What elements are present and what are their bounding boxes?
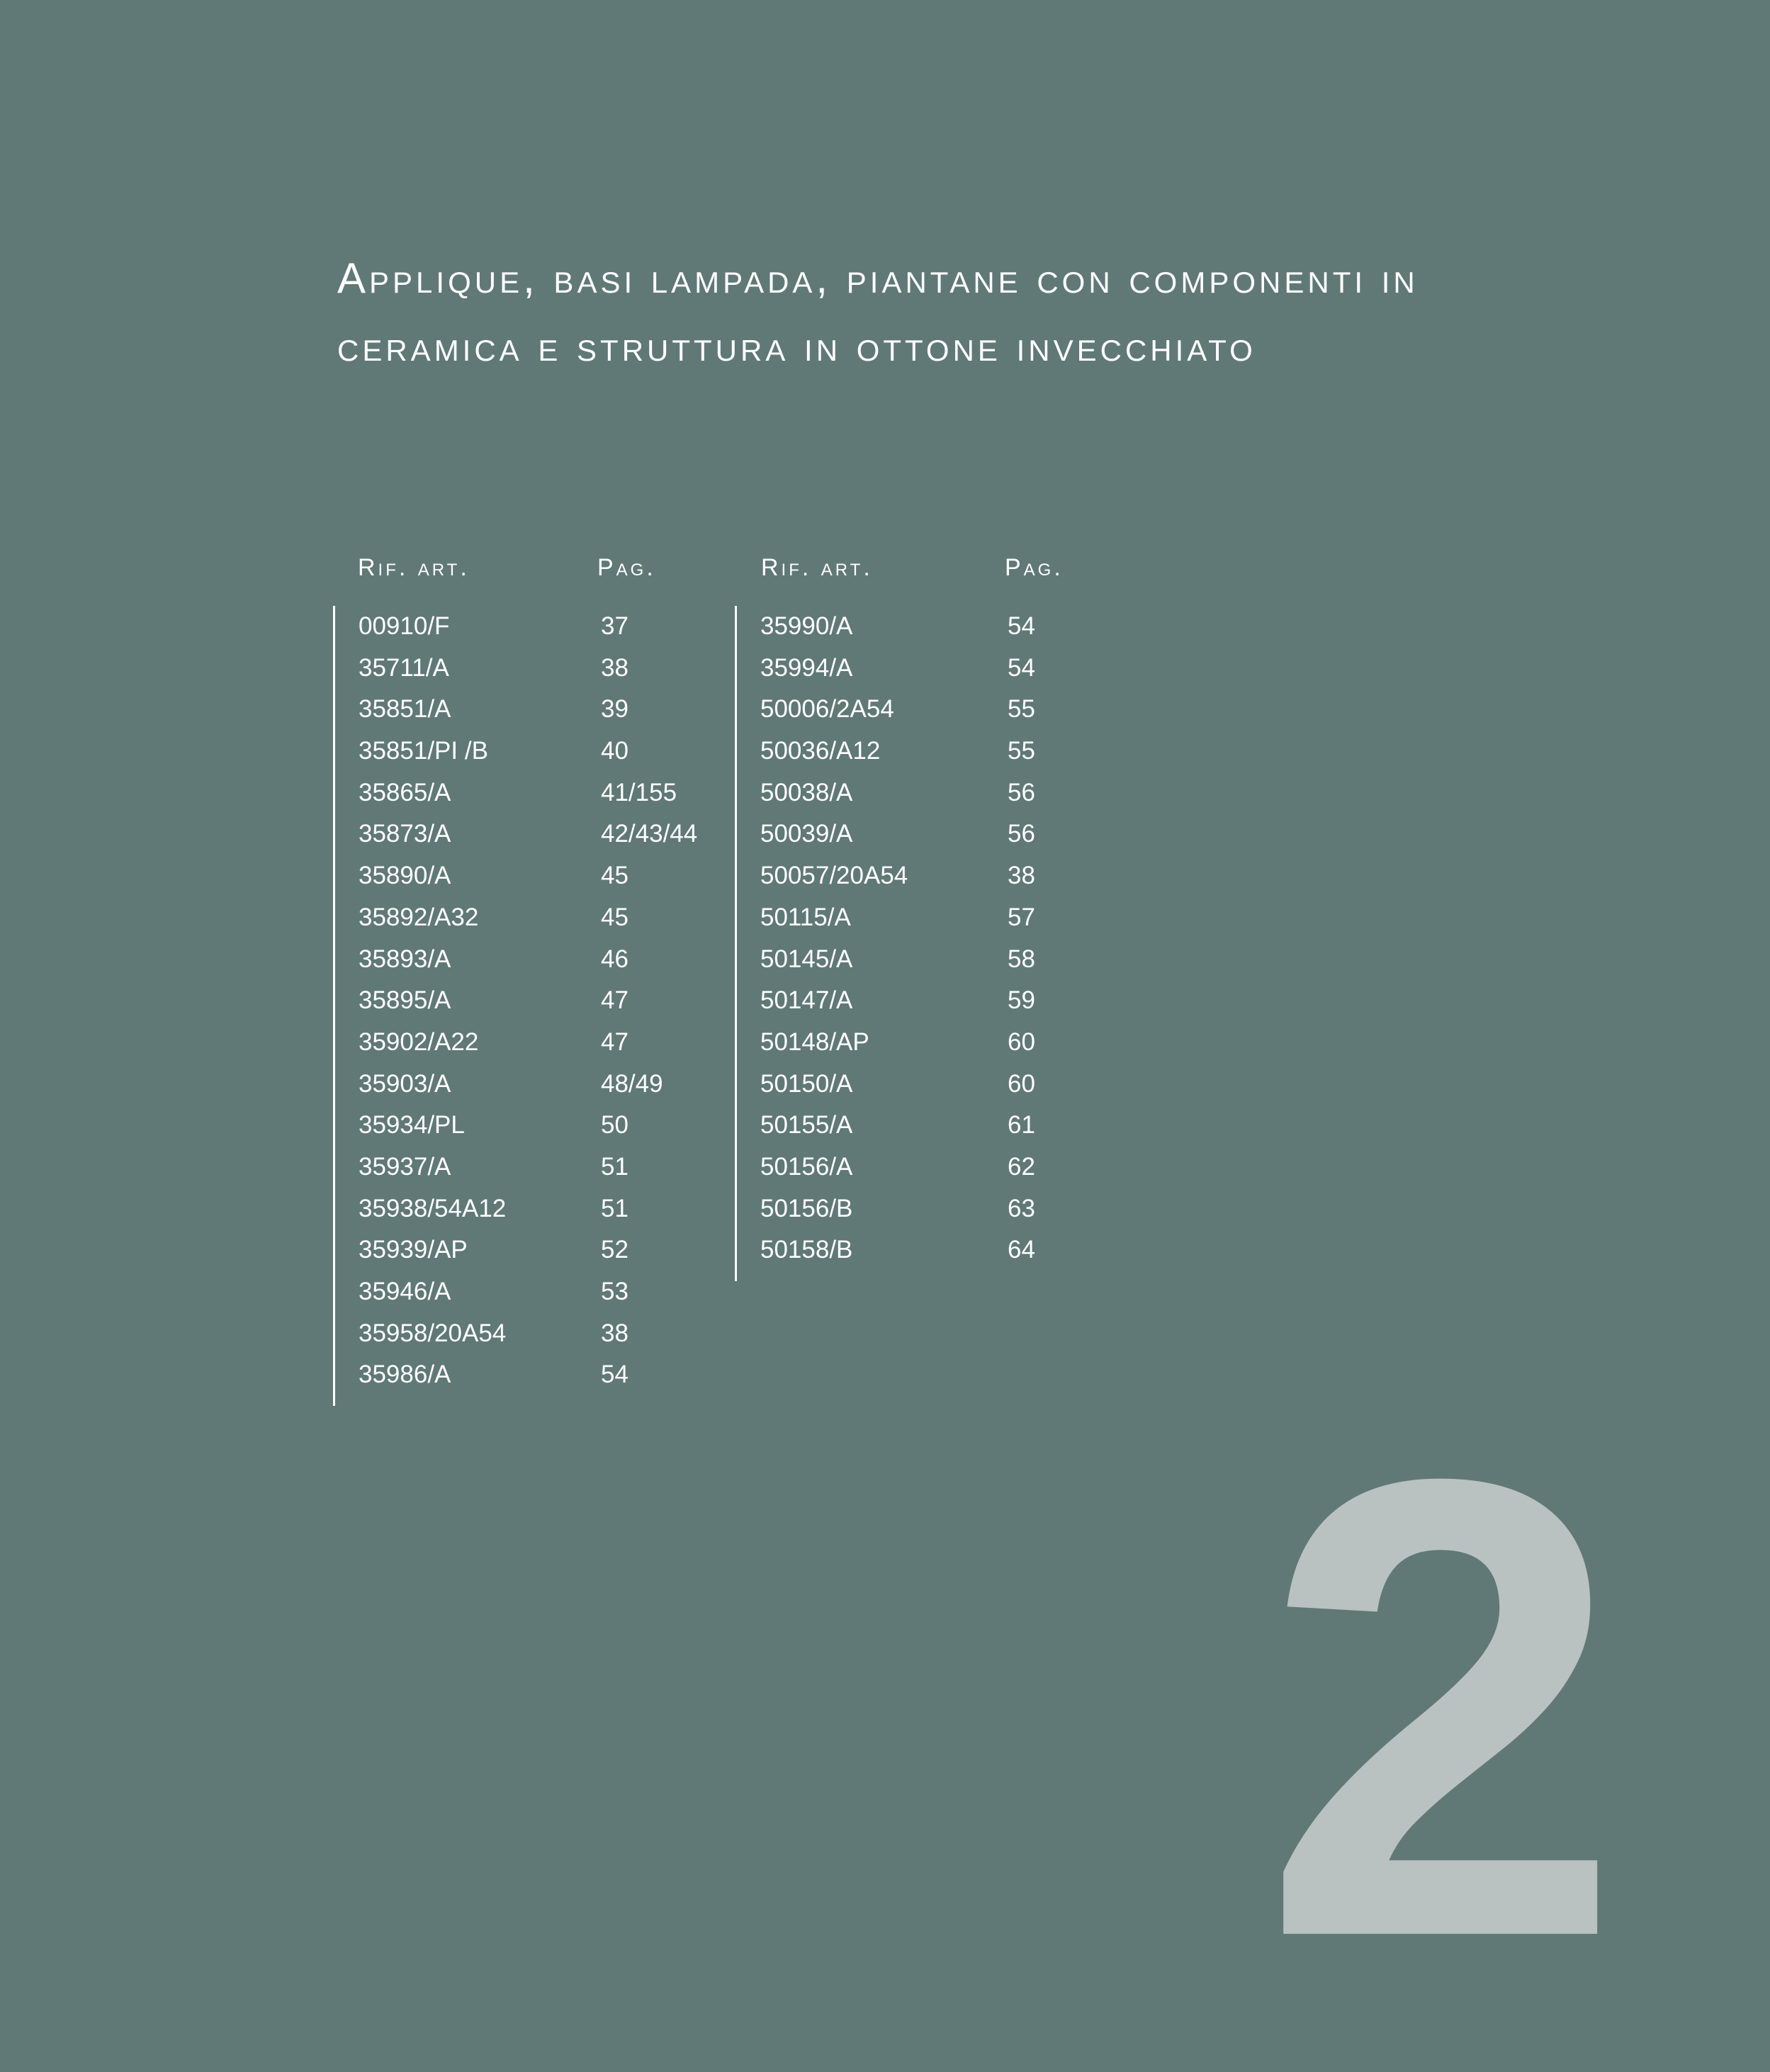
index-rows-left [333,606,732,1406]
column-header-pag: Pag. [597,554,656,581]
article-ref: 50115/A [760,903,851,931]
index-row [737,897,1134,939]
article-ref: 50156/A [760,1152,853,1181]
article-ref: 35893/A [359,945,451,973]
page-ref: 51 [601,1194,628,1222]
article-ref: 50155/A [760,1111,853,1139]
column-header-ref: Rif. art. [761,554,873,581]
index-row [335,855,732,897]
page-ref: 57 [1008,903,1035,931]
article-ref: 35937/A [359,1152,451,1181]
index-row [737,1229,1134,1271]
index-row [737,1064,1134,1105]
article-ref: 50006/2A54 [760,695,894,723]
article-ref: 50147/A [760,986,853,1015]
index-row [737,731,1134,772]
page-ref: 50 [601,1111,628,1139]
page-ref: 54 [601,1361,628,1389]
page-ref: 46 [601,945,628,973]
index-row [335,1188,732,1230]
index-row [737,1022,1134,1064]
index-row [335,731,732,772]
index-row [335,813,732,855]
page-ref: 63 [1008,1194,1035,1222]
article-ref: 00910/F [359,612,450,640]
article-ref: 35865/A [359,778,451,806]
article-ref: 35986/A [359,1361,451,1389]
page-ref: 60 [1008,1069,1035,1098]
index-row [335,772,732,814]
page-ref: 48/49 [601,1069,663,1098]
article-ref: 35873/A [359,820,451,848]
article-ref: 35890/A [359,862,451,890]
title-line-2: ceramica e struttura in ottone invecchiato [337,322,1256,370]
index-row [335,939,732,981]
article-ref: 50145/A [760,945,853,973]
article-ref: 35946/A [359,1278,451,1305]
page-ref: 61 [1008,1111,1035,1139]
index-row [335,897,732,939]
index-row [737,1105,1134,1147]
article-ref: 35939/AP [359,1236,468,1264]
index-row [335,1022,732,1064]
article-ref: 35938/54A12 [359,1194,507,1222]
page-ref: 38 [601,653,628,682]
column-header-ref: Rif. art. [358,554,470,581]
page-ref: 56 [1008,778,1035,806]
page-title [337,244,1648,381]
page-ref: 47 [601,986,628,1015]
article-ref: 35851/PI /B [359,737,488,765]
page-ref: 51 [601,1152,628,1181]
page-ref: 54 [1008,653,1035,682]
index-row [335,1229,732,1271]
index-row [335,1105,732,1147]
page-ref: 47 [601,1027,628,1056]
title-line-1: Applique, basi lampada, piantane con componenti in [337,254,1419,302]
page-ref: 60 [1008,1027,1035,1056]
page-ref: 53 [601,1278,628,1305]
page-ref: 54 [1008,612,1035,640]
index-row [737,648,1134,689]
article-ref: 50038/A [760,778,853,806]
index-row [737,1147,1134,1188]
page-ref: 39 [601,695,628,723]
index-row [737,980,1134,1022]
article-ref: 35958/20A54 [359,1319,507,1347]
index-row [737,855,1134,897]
article-ref: 35934/PL [359,1111,465,1139]
index-row [335,1147,732,1188]
page-ref: 45 [601,903,628,931]
article-ref: 50057/20A54 [760,862,908,890]
article-ref: 35892/A32 [359,903,479,931]
page-ref: 64 [1008,1236,1035,1264]
index-row [335,1064,732,1105]
column-header-pag: Pag. [1005,554,1064,581]
page-ref: 41/155 [601,778,677,806]
index-rows-right [735,606,1134,1281]
index-row [737,939,1134,981]
index-row [335,648,732,689]
page-ref: 38 [1008,862,1035,890]
section-number: 2 [1261,1344,1623,2072]
article-ref: 50036/A12 [760,737,881,765]
page-ref: 42/43/44 [601,820,698,848]
page-ref: 52 [601,1236,628,1264]
article-ref: 50156/B [760,1194,853,1222]
index-row [335,1313,732,1355]
index-row [335,1271,732,1313]
page-ref: 62 [1008,1152,1035,1181]
index-row [737,1188,1134,1230]
page-ref: 55 [1008,695,1035,723]
index-row [335,689,732,731]
article-ref: 50158/B [760,1236,853,1264]
page-ref: 58 [1008,945,1035,973]
index-row [737,606,1134,648]
page-ref: 38 [601,1319,628,1347]
index-row [335,606,732,648]
page-ref: 56 [1008,820,1035,848]
page-ref: 55 [1008,737,1035,765]
index-row [335,1354,732,1396]
page-ref: 37 [601,612,628,640]
article-ref: 35902/A22 [359,1027,479,1056]
index-row [737,772,1134,814]
article-ref: 35990/A [760,612,853,640]
page-ref: 59 [1008,986,1035,1015]
index-row [335,980,732,1022]
article-ref: 50148/AP [760,1027,869,1056]
page-ref: 45 [601,862,628,890]
index-row [737,689,1134,731]
index-row [737,813,1134,855]
page-ref: 40 [601,737,628,765]
article-ref: 35903/A [359,1069,451,1098]
article-ref: 50150/A [760,1069,853,1098]
article-ref: 35895/A [359,986,451,1015]
article-ref: 35711/A [359,653,449,682]
article-ref: 35851/A [359,695,451,723]
article-ref: 50039/A [760,820,853,848]
article-ref: 35994/A [760,653,853,682]
